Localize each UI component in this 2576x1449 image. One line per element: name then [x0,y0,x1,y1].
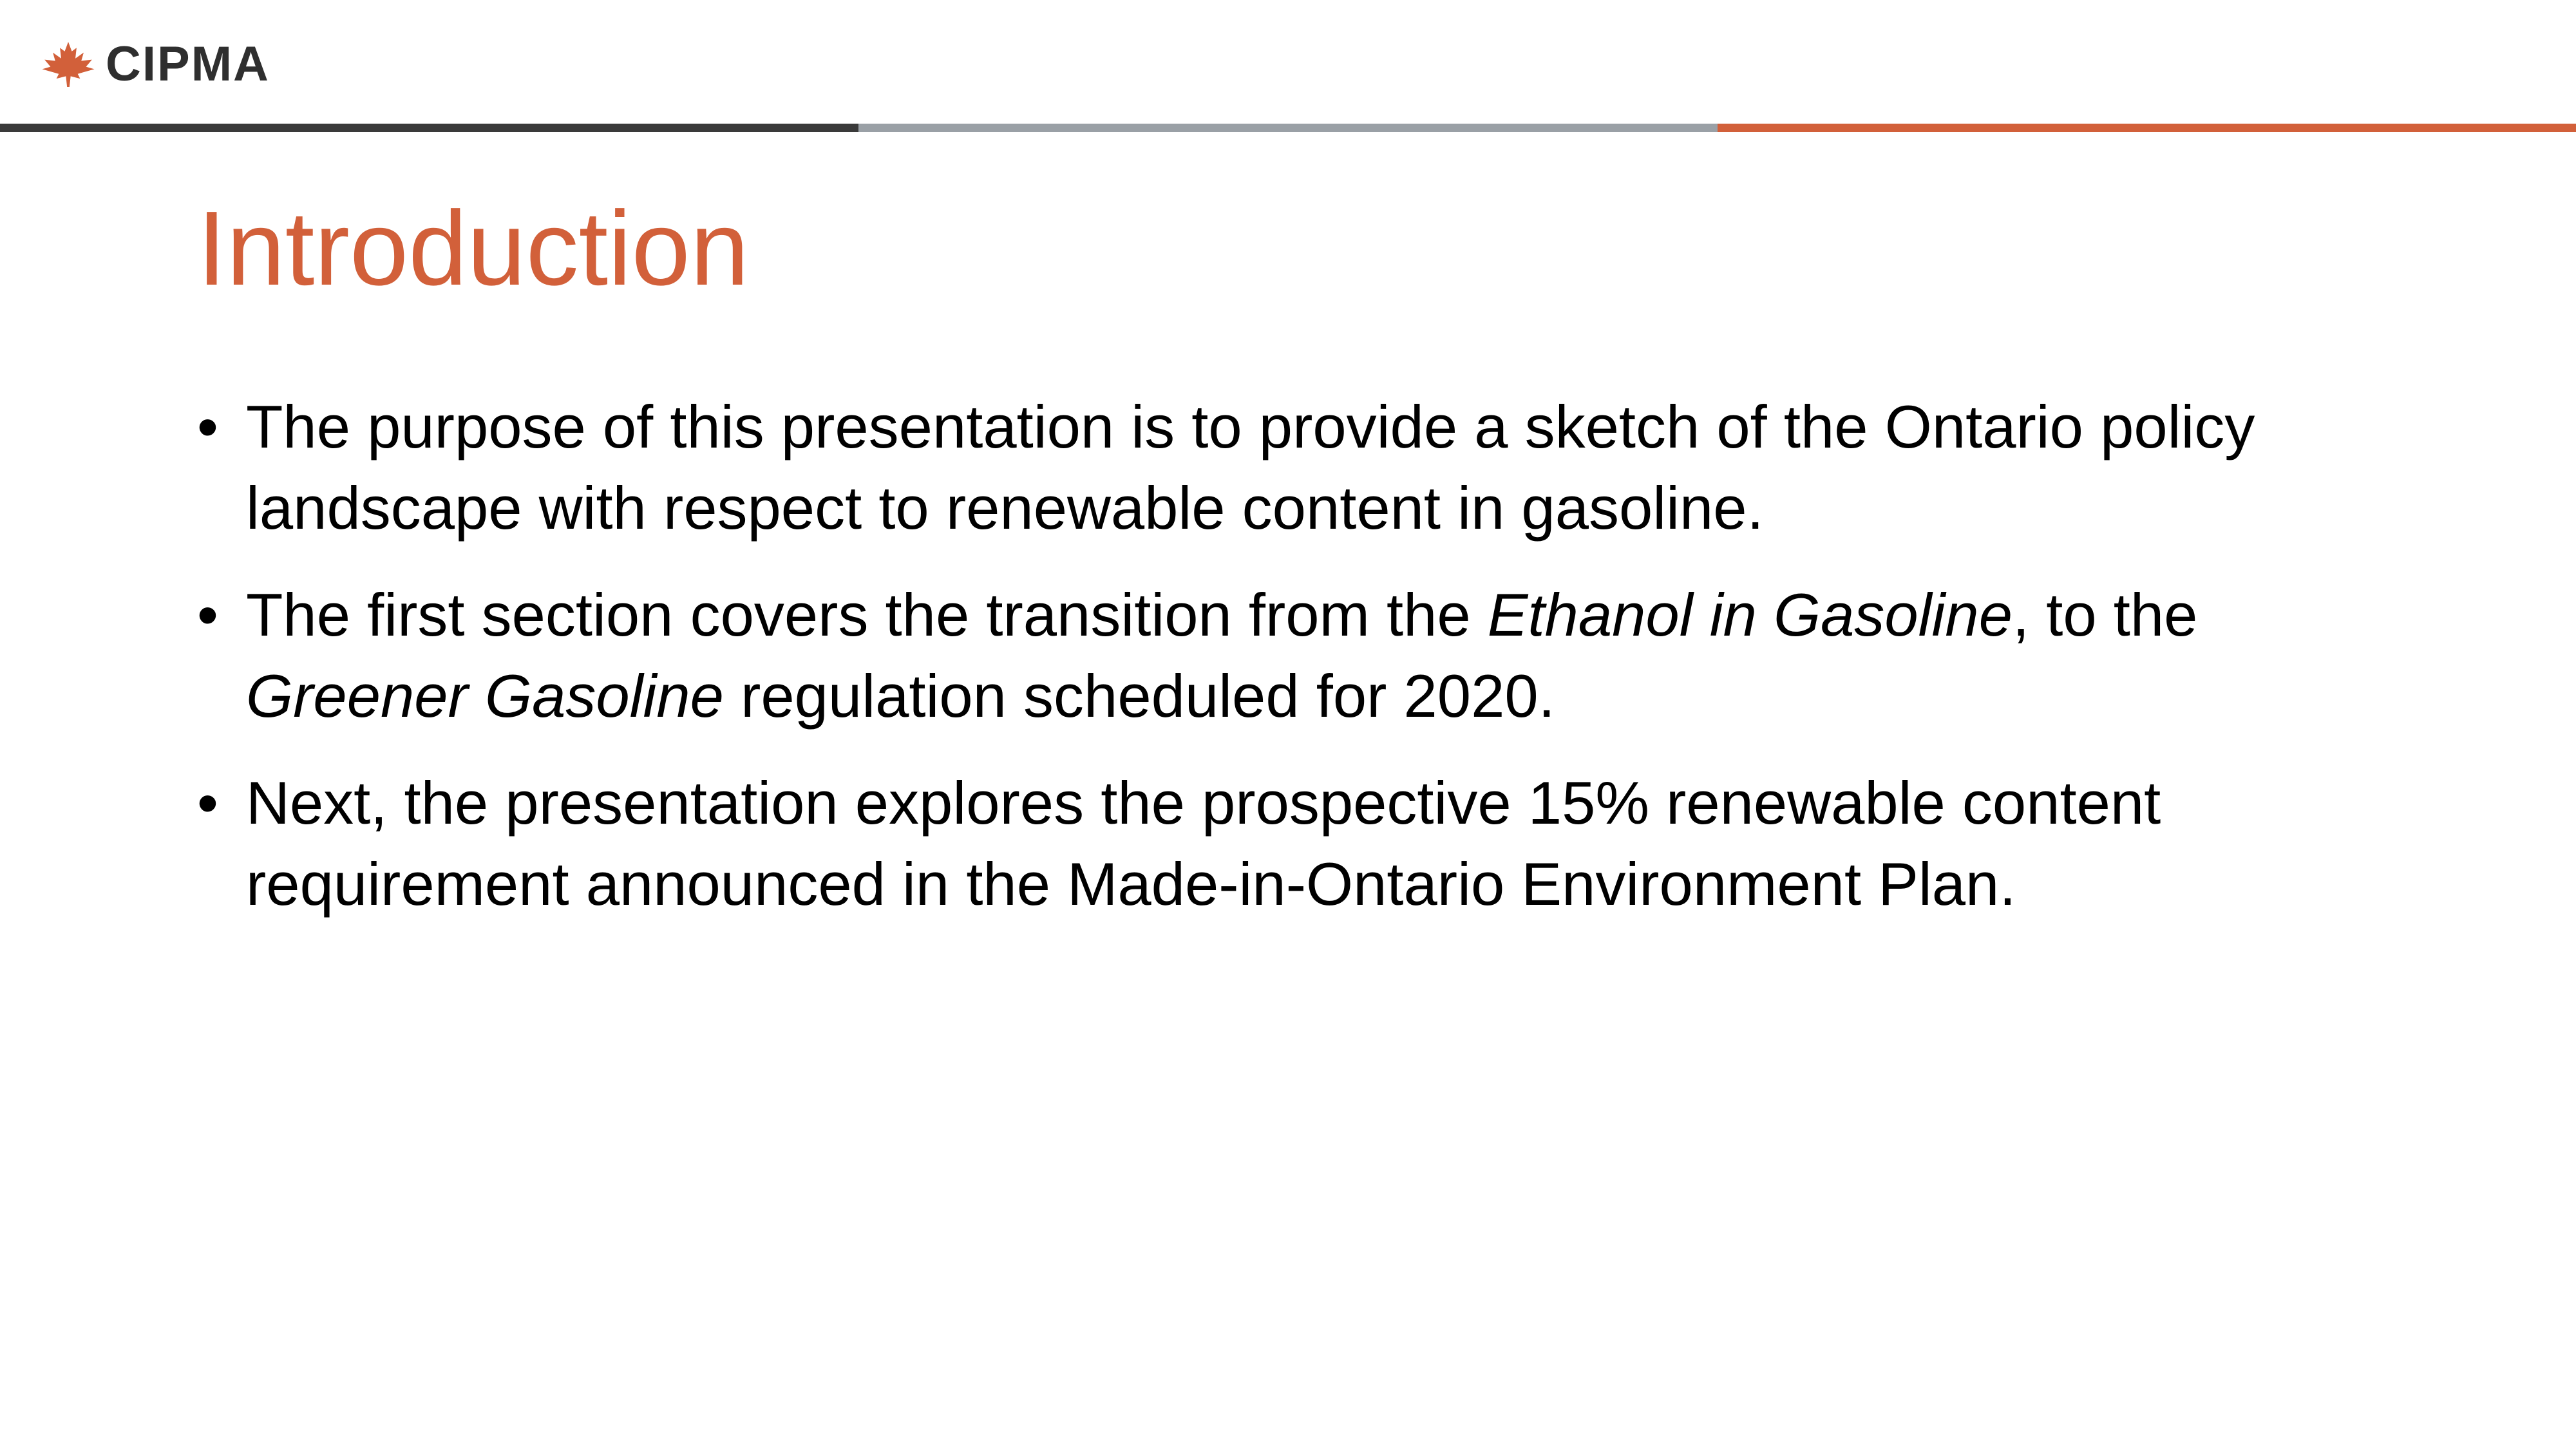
rule-segment-gray [858,124,1717,132]
logo-text: CIPMA [106,37,270,91]
rule-segment-dark [0,124,858,132]
rule-segment-orange [1718,124,2576,132]
bullet-text: The purpose of this presentation is to provide a sketch of the Ontario policy landscape with respect to renewable content in gasoline. [246,393,2255,542]
bullet-text-italic: Ethanol in Gasoline [1487,581,2012,649]
bullet-text-italic: Greener Gasoline [246,662,724,730]
bullet-item [197,762,2412,925]
bullet-text: regulation scheduled for 2020. [723,662,1555,730]
bullet-list [197,386,2412,951]
bullet-item [197,386,2412,549]
bullet-item [197,574,2412,737]
maple-leaf-icon [39,40,98,89]
bullet-dot: • [197,393,218,460]
bullet-dot: • [197,581,218,649]
bullet-dot: • [197,769,218,837]
cipma-logo [39,33,270,95]
header-rule [0,124,2576,132]
bullet-text: Next, the presentation explores the prospective 15% renewable content requirement announced in the Made-in-Ontario Environment Plan. [246,769,2161,918]
slide-title: Introduction [197,189,749,307]
bullet-text: , to the [2012,581,2198,649]
bullet-text: The first section covers the transition from the [246,581,1488,649]
